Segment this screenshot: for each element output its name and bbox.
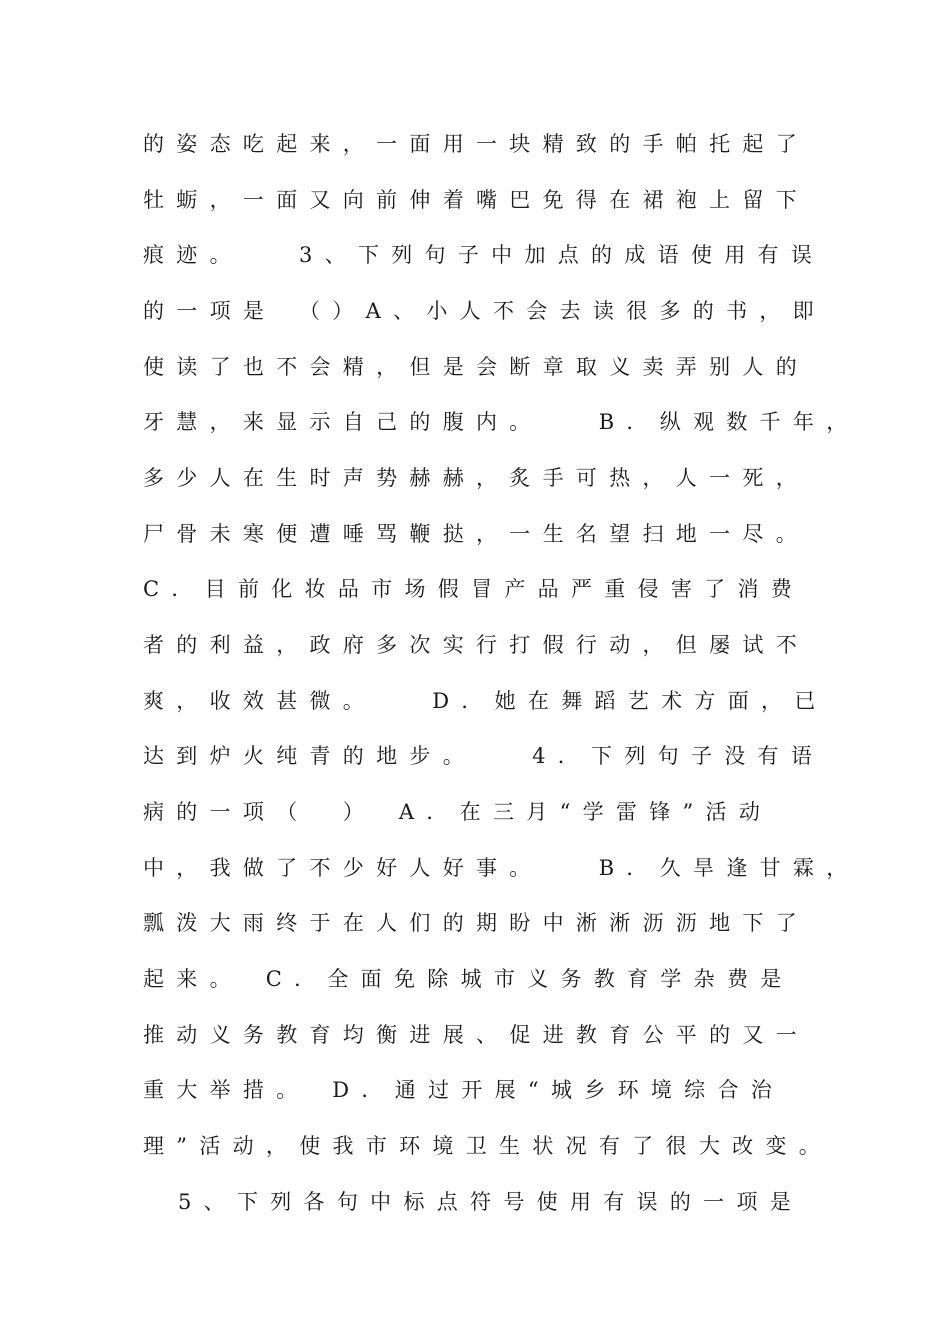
text-line-3: 痕迹。 3、下列句子中加点的成语使用有误 xyxy=(143,243,825,267)
text-line-18: 重大举措。 D．通过开展“城乡环境综合治 xyxy=(143,1078,785,1102)
text-line-15: 瓢泼大雨终于在人们的期盼中淅淅沥沥地下了 xyxy=(143,911,809,935)
text-line-7: 多少人在生时声势赫赫，炙手可热，人一死， xyxy=(143,466,809,490)
text-line-17: 推动义务教育均衡进展、促进教育公平的又一 xyxy=(143,1023,809,1047)
text-line-14: 中，我做了不少好人好事。 B．久旱逢甘霖， xyxy=(143,856,860,880)
text-line-9: C．目前化妆品市场假冒产品严重侵害了消费 xyxy=(143,577,805,601)
text-line-16: 起来。 C．全面免除城市义务教育学杂费是 xyxy=(143,967,794,991)
text-line-13: 病的一项（ ） A．在三月“学雷锋”活动 xyxy=(143,800,773,824)
text-line-12: 达到炉火纯青的地步。 4．下列句子没有语 xyxy=(143,744,825,768)
text-line-1: 的姿态吃起来，一面用一块精致的手帕托起了 xyxy=(143,132,809,156)
text-line-4: 的一项是 （）A、小人不会去读很多的书，即 xyxy=(143,299,826,323)
text-line-6: 牙慧，来显示自己的腹内。 B．纵观数千年， xyxy=(143,410,860,434)
text-line-8: 尸骨未寒便遭唾骂鞭挞，一生名望扫地一尽。 xyxy=(143,522,809,546)
text-line-11: 爽，收效甚微。 D．她在舞蹈艺术方面，已 xyxy=(143,689,828,713)
text-line-19: 理”活动，使我市环境卫生状况有了很大改变。 xyxy=(143,1134,833,1158)
text-line-2: 牡蛎，一面又向前伸着嘴巴免得在裙袍上留下 xyxy=(143,188,809,212)
text-line-10: 者的利益，政府多次实行打假行动，但屡试不 xyxy=(143,633,809,657)
text-line-20: 5、下列各句中标点符号使用有误的一项是 xyxy=(178,1190,804,1214)
text-line-5: 使读了也不会精，但是会断章取义卖弄别人的 xyxy=(143,355,809,379)
